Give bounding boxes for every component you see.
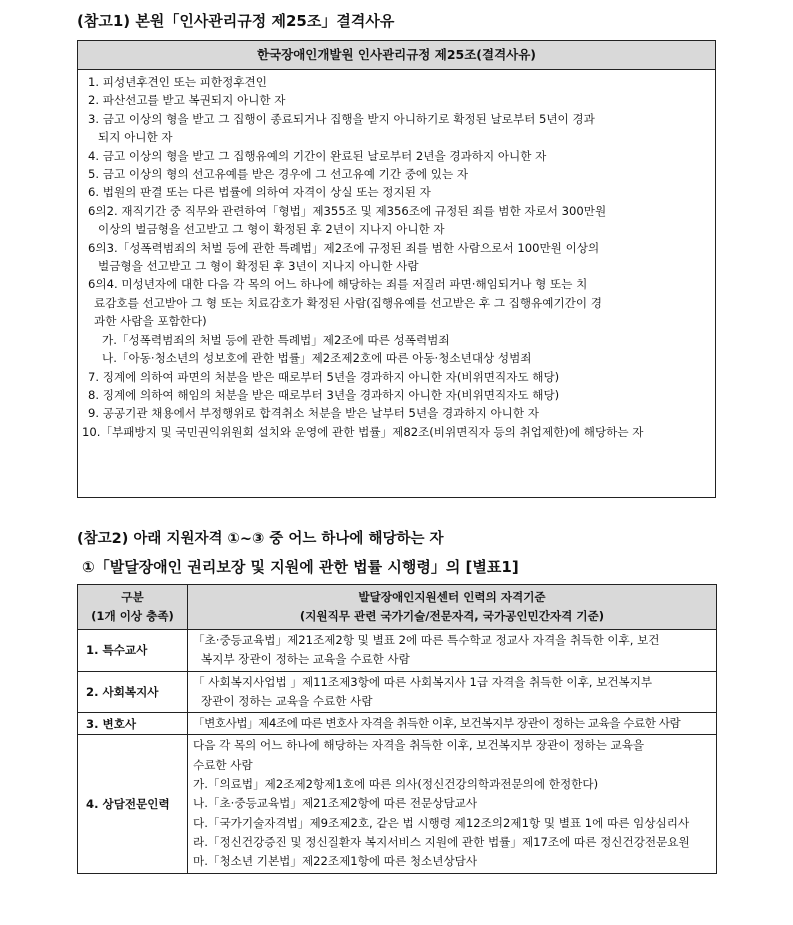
row-description: 「 사회복지사업법 」제11조제3항에 따른 사회복지사 1급 자격을 취득한 이후, 보건복지부 장관이 정하는 교육을 수료한 사람 [188,671,717,713]
list-subitem: 나.「아동·청소년의 성보호에 관한 법률」제2조제2호에 따른 아동·청소년대상 성범죄 [102,351,532,366]
row-category: 2. 사회복지사 [78,671,188,713]
ref2-subtitle: ①「발달장애인 권리보장 및 지원에 관한 법률 시행령」의 [별표1] [82,558,519,576]
list-item: 4. 금고 이상의 형을 받고 그 집행유예의 기간이 완료된 날로부터 2년을 경과하지 아니한 자 [88,148,547,163]
list-item: 6의3.「성폭력범죄의 처벌 등에 관한 특례법」제2조에 규정된 죄를 범한 사람으로서 100만원 이상의 [88,240,600,255]
table-row [78,713,717,735]
row-category: 4. 상담전문인력 [78,735,188,873]
row-category: 3. 변호사 [78,713,188,735]
list-item-cont: 이상의 벌금형을 선고받고 그 형이 확정된 후 2년이 지나지 아니한 자 [98,222,445,237]
table-row [78,735,717,873]
list-item: 6. 법원의 판결 또는 다른 법률에 의하여 자격이 상실 또는 정지된 자 [88,185,431,200]
table-header-row [78,585,717,630]
list-item: 10.「부패방지 및 국민권익위원회 설치와 운영에 관한 법률」제82조(비위면직자 등의 취업제한)에 해당하는 자 [82,424,644,439]
list-item-cont: 료감호를 선고받아 그 형 또는 치료감호가 확정된 사람(집행유예를 선고받은 후 그 집행유예기간이 경 [94,295,602,310]
list-item: 2. 파산선고를 받고 복권되지 아니한 자 [88,93,286,108]
list-item-cont: 되지 아니한 자 [98,130,173,145]
list-item: 1. 피성년후견인 또는 피한정후견인 [88,75,267,89]
row-description: 다음 각 목의 어느 하나에 해당하는 자격을 취득한 이후, 보건복지부 장관이 정하는 교육을 수료한 사람 가.「의료법」제2조제2항제1호에 따른 의사(정신건강의학과전문의에 한정한다) 나.「초·중등교육법」제21조제2항에 따른 전문상담교사 다.「국가기술자격법」제9조제2호, 같은 법 시행령 제12조의2제1항 및 별표 1에 따른 임상심리사 라.「정신건강증진 및 정신질환자 복지서비스 지원에 관한 법률」제17조에 따른 정신건강전문요원 마.「청소년 기본법」제22조제1항에 따른 청소년상담사 [188,735,717,873]
ref1-title: (참고1) 본원「인사관리규정 제25조」결격사유 [77,12,395,30]
row-description: 「변호사법」제4조에 따른 변호사 자격을 취득한 이후, 보건복지부 장관이 정하는 교육을 수료한 사람 [188,713,717,735]
list-item: 6의2. 재직기간 중 직무와 관련하여「형법」제355조 및 제356조에 규정된 죄를 범한 자로서 300만원 [88,203,607,218]
list-item: 6의4. 미성년자에 대한 다음 각 목의 어느 하나에 해당하는 죄를 저질러 파면·해임되거나 형 또는 치 [88,277,588,292]
list-item-cont: 벌금형을 선고받고 그 형이 확정된 후 3년이 지나지 아니한 사람 [98,259,419,274]
list-item: 5. 금고 이상의 형의 선고유예를 받은 경우에 그 선고유예 기간 중에 있는 자 [88,167,469,182]
list-item-cont: 과한 사람을 포함한다) [94,314,207,329]
ref2-title: (참고2) 아래 지원자격 ①~③ 중 어느 하나에 해당하는 자 [77,531,444,547]
list-subitem: 가.「성폭력범죄의 처벌 등에 관한 특례법」제2조에 따른 성폭력범죄 [102,332,450,347]
list-item: 9. 공공기관 채용에서 부정행위로 합격취소 처분을 받은 날부터 5년을 경과하지 아니한 자 [88,406,539,421]
list-item: 8. 징계에 의하여 해임의 처분을 받은 때로부터 3년을 경과하지 아니한 자(비위면직자도 해당) [88,387,560,402]
disqualification-box-header: 한국장애인개발원 인사관리규정 제25조(결격사유) [78,41,715,70]
table-row [78,630,717,672]
row-description: 「초·중등교육법」제21조제2항 및 별표 2에 따른 특수학교 정교사 자격을 취득한 이후, 보건 복지부 장관이 정하는 교육을 수료한 사람 [188,630,717,672]
header-category: 구분 (1개 이상 충족) [78,585,188,630]
qualification-table [77,584,717,874]
header-criteria: 발달장애인지원센터 인력의 자격기준 (지원직무 관련 국가기술/전문자격, 국가공인민간자격 기준) [188,585,717,630]
list-item: 3. 금고 이상의 형을 받고 그 집행이 종료되거나 집행을 받지 아니하기로 확정된 날로부터 5년이 경과 [88,111,595,126]
disqualification-list [78,70,715,441]
row-category: 1. 특수교사 [78,630,188,672]
disqualification-box [77,40,716,498]
list-item: 7. 징계에 의하여 파면의 처분을 받은 때로부터 5년을 경과하지 아니한 자(비위면직자도 해당) [88,369,560,384]
table-row [78,671,717,713]
